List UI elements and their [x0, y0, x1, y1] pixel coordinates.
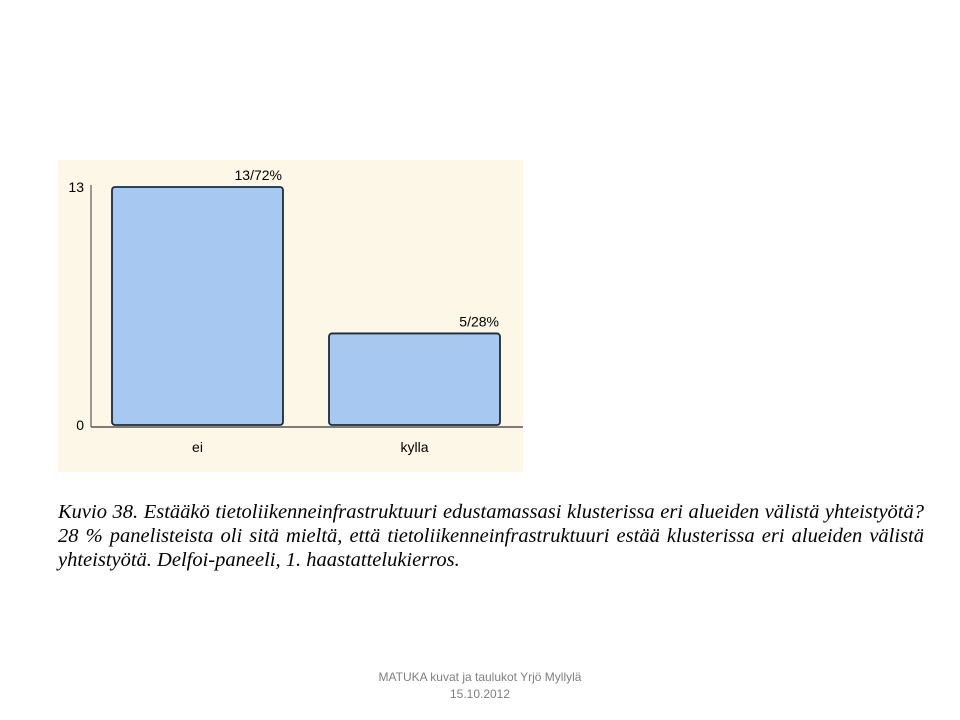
y-tick-label-0: 0: [76, 417, 84, 433]
y-tick-label-13: 13: [68, 179, 84, 195]
figure-caption: Kuvio 38. Estääkö tietoliikenneinfrastruktuuri edustamassasi klusterissa eri alueiden välistä yhteistyötä? 28 % panelisteista oli sitä mieltä, että tietoliikenneinfrastruktuuri estää klusterissa eri alueiden välistä yhteistyötä. Delfoi-paneeli, 1. haastattelukierros.: [58, 501, 924, 571]
footer-line-1: MATUKA kuvat ja taulukot Yrjö Myllylä: [378, 670, 582, 684]
x-tick-label-kylla: kylla: [400, 439, 429, 455]
data-label-ei: 13/72%: [234, 167, 282, 183]
bar-chart: [58, 160, 523, 472]
bar-kylla: [329, 333, 500, 425]
footer-line-2: 15.10.2012: [449, 687, 511, 701]
data-label-kylla: 5/28%: [459, 313, 499, 330]
slide-footer: [300, 669, 660, 703]
x-tick-label-ei: ei: [192, 439, 203, 455]
bar-ei: [112, 187, 283, 425]
